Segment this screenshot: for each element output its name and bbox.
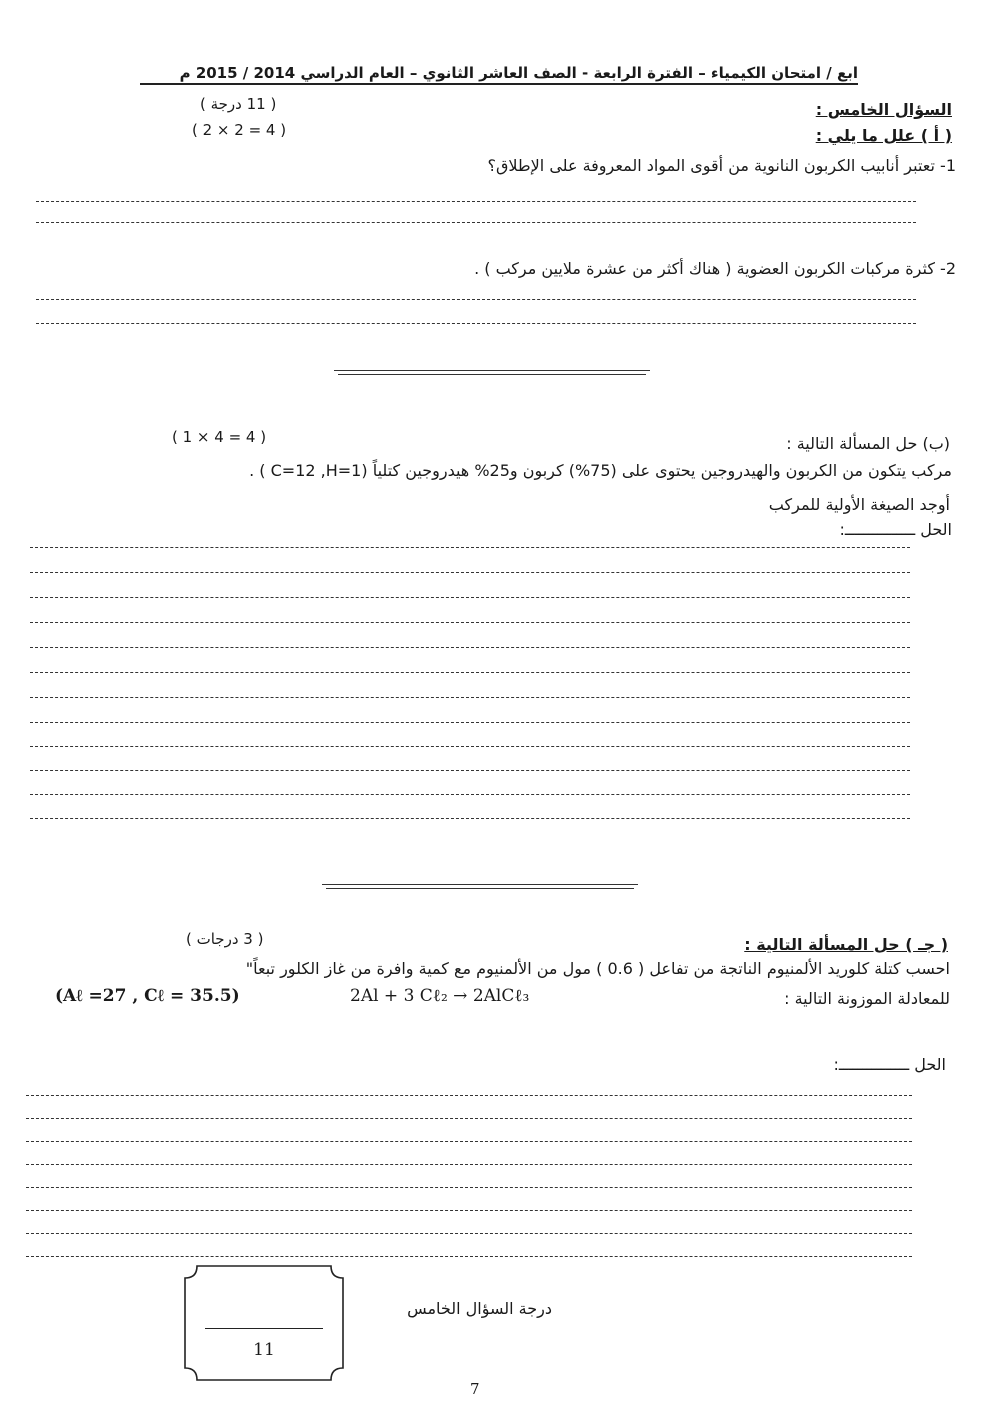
grade-value: 11 — [253, 1340, 275, 1360]
solution-line — [26, 1164, 912, 1165]
balanced-equation: 2Al + 3 Cℓ₂ → 2AlCℓ₃ — [350, 986, 530, 1006]
part-c-statement: احسب كتلة كلوريد الألمنيوم الناتجة من تفاعل ( 0.6 ) مول من الألمنيوم مع كمية وافرة من غاز الكلور تبعاً" — [245, 959, 950, 978]
part-b-solution-label: الحل ـــــــــــــــ: — [839, 520, 952, 539]
total-marks: ( 11 درجة ) — [200, 95, 277, 113]
solution-line — [30, 672, 910, 673]
grade-box-frame — [183, 1264, 345, 1382]
solution-line — [26, 1210, 912, 1211]
question-title: السؤال الخامس : — [815, 100, 952, 119]
solution-line — [26, 1187, 912, 1188]
equation-label: للمعادلة الموزونة التالية : — [784, 989, 950, 1008]
grade-label: درجة السؤال الخامس — [407, 1299, 552, 1318]
part-c-marks: ( 3 درجات ) — [186, 930, 264, 948]
answer-line — [36, 299, 916, 300]
solution-line — [30, 722, 910, 723]
part-b-question: أوجد الصيغة الأولية للمركب — [768, 495, 950, 514]
part-b-statement: مركب يتكون من الكربون والهيدروجين يحتوى على (75%) كربون و25% هيدروجين كتلياً (C=12 ,H=1 ) . — [249, 461, 952, 480]
item-number: 2- — [940, 259, 956, 278]
solution-line — [30, 746, 910, 747]
solution-line — [26, 1118, 912, 1119]
page-number: 7 — [470, 1380, 480, 1398]
solution-line — [30, 818, 910, 819]
answer-line — [36, 323, 916, 324]
item-text: تعتبر أنابيب الكربون النانوية من أقوى المواد المعروفة على الإطلاق؟ — [487, 156, 935, 175]
answer-line — [36, 222, 916, 223]
solution-line — [26, 1095, 912, 1096]
section-divider — [338, 374, 646, 375]
part-b-title: (ب) حل المسألة التالية : — [786, 434, 950, 453]
part-a-title: ( أ ) علل ما يلي : — [815, 126, 952, 145]
part-a-item-1 — [487, 156, 956, 175]
solution-line — [30, 697, 910, 698]
solution-line — [30, 647, 910, 648]
solution-line — [26, 1233, 912, 1234]
grade-divider — [205, 1328, 323, 1329]
solution-line — [26, 1141, 912, 1142]
part-a-marks: ( 2 × 2 = 4 ) — [192, 121, 287, 139]
solution-line — [30, 770, 910, 771]
solution-line — [30, 794, 910, 795]
part-c-solution-label: الحل ـــــــــــــــ: — [833, 1055, 946, 1074]
part-b-marks: ( 1 × 4 = 4 ) — [172, 428, 267, 446]
section-divider — [334, 370, 650, 371]
exam-header: ابع / امتحان الكيمياء – الفترة الرابعة - الصف العاشر الثانوي – العام الدراسي 2014 / 2015 م — [140, 64, 858, 85]
solution-line — [30, 622, 910, 623]
item-number: 1- — [940, 156, 956, 175]
solution-line — [30, 597, 910, 598]
solution-line — [26, 1256, 912, 1257]
part-c-title: ( جـ ) حل المسألة التالية : — [744, 935, 948, 954]
section-divider — [326, 888, 634, 889]
grade-box — [183, 1264, 345, 1382]
solution-line — [30, 547, 910, 548]
answer-line — [36, 201, 916, 202]
item-text: كثرة مركبات الكربون العضوية ( هناك أكثر من عشرة ملايين مركب ) . — [474, 259, 935, 278]
atomic-masses: (Aℓ =27 , Cℓ = 35.5) — [55, 986, 240, 1006]
section-divider — [322, 884, 638, 885]
part-a-item-2 — [474, 259, 956, 278]
solution-line — [30, 572, 910, 573]
